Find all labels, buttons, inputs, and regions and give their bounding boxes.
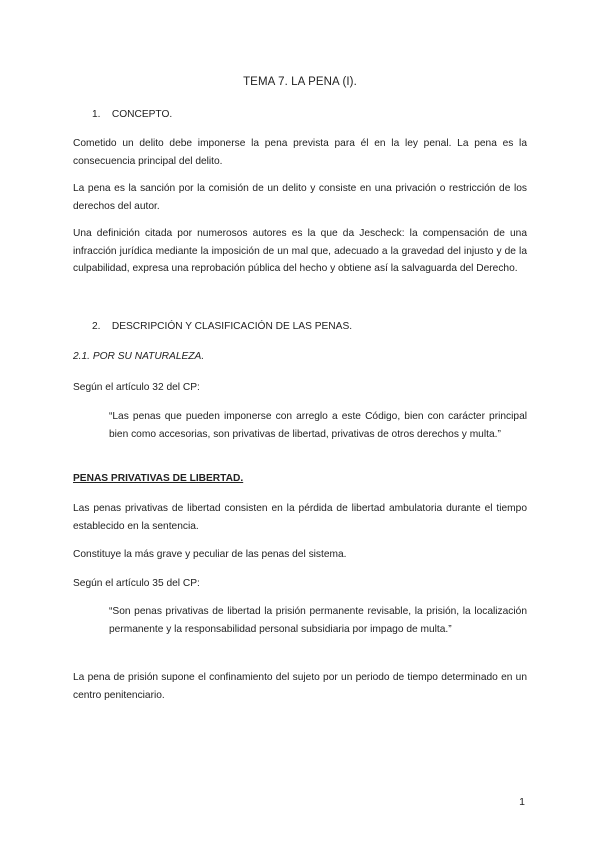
section-heading-concepto <box>92 109 172 120</box>
paragraph-5: Las penas privativas de libertad consisten en la pérdida de libertad ambulatoria durante el tiempo establecido en la sentencia. <box>73 503 527 532</box>
section-title-penas-privativas: PENAS PRIVATIVAS DE LIBERTAD. <box>73 473 244 484</box>
paragraph-3: Una definición citada por numerosos autores es la que da Jescheck: la compensación de una infracción jurídica mediante la imposición de un mal que, adecuado a la gravedad del injusto y de la culpabilidad, expresa una reprobación pública del hecho y obtiene así la salvaguarda del Derecho. <box>73 228 527 274</box>
quote-article-35: “Son penas privativas de libertad la prisión permanente revisable, la prisión, la localización permanente y la responsabilidad personal subsidiaria por impago de multa.” <box>109 606 527 635</box>
quote-article-32: “Las penas que pueden imponerse con arreglo a este Código, bien con carácter principal bien como accesorias, son privativas de libertad, privativas de otros derechos y multa.” <box>109 411 527 440</box>
paragraph-7: Según el artículo 35 del CP: <box>73 578 200 589</box>
paragraph-4: Según el artículo 32 del CP: <box>73 382 200 393</box>
section-number: 1. <box>92 109 101 120</box>
section-label: CONCEPTO. <box>111 109 173 120</box>
document-title: TEMA 7. LA PENA (I). <box>243 76 357 88</box>
paragraph-2: La pena es la sanción por la comisión de un delito y consiste en una privación o restricción de los derechos del autor. <box>73 183 527 212</box>
paragraph-6: Constituye la más grave y peculiar de las penas del sistema. <box>73 549 347 560</box>
section-heading-clasificacion <box>92 321 352 332</box>
subsection-heading: 2.1. POR SU NATURALEZA. <box>73 351 205 362</box>
paragraph-8: La pena de prisión supone el confinamiento del sujeto por un periodo de tiempo determinado en un centro penitenciario. <box>73 672 527 701</box>
paragraph-1: Cometido un delito debe imponerse la pena prevista para él en la ley penal. La pena es la consecuencia principal del delito. <box>73 138 527 167</box>
section-label: DESCRIPCIÓN Y CLASIFICACIÓN DE LAS PENAS. <box>111 321 353 332</box>
page-number: 1 <box>519 796 525 808</box>
section-number: 2. <box>92 321 101 332</box>
